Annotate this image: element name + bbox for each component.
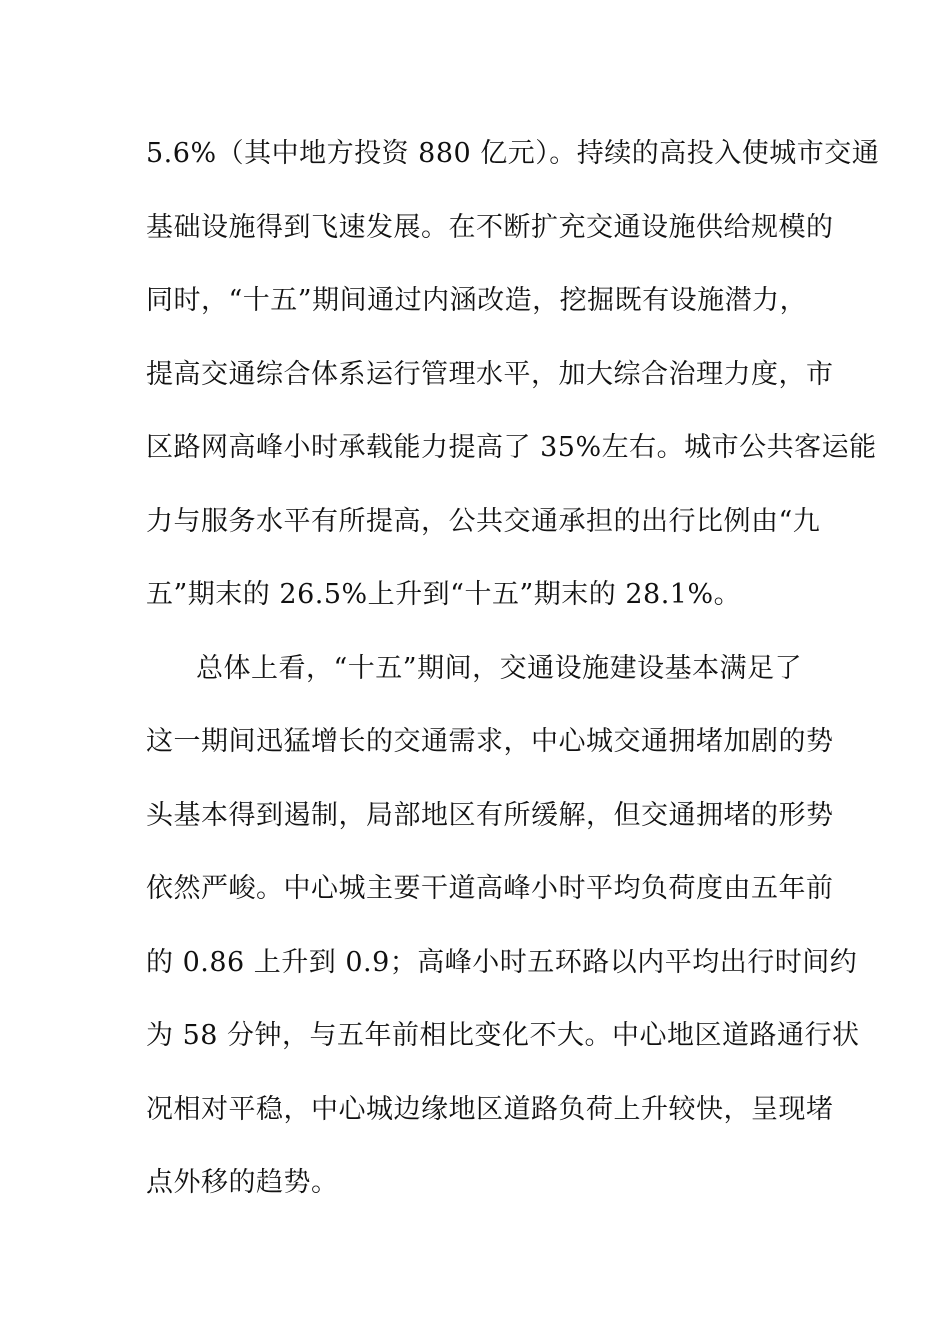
paragraph-line: 同时，“十五”期间通过内涵改造，挖掘既有设施潜力， (146, 285, 808, 316)
paragraph-line: 依然严峻。中心城主要干道高峰小时平均负荷度由五年前 (146, 873, 834, 904)
paragraph-line: 这一期间迅猛增长的交通需求，中心城交通拥堵加剧的势 (146, 726, 834, 757)
paragraph-line: 基础设施得到飞速发展。在不断扩充交通设施供给规模的 (146, 212, 834, 243)
paragraph-line: 力与服务水平有所提高，公共交通承担的出行比例由“九 (146, 506, 821, 537)
paragraph-line: 五”期末的 26.5%上升到“十五”期末的 28.1%。 (146, 579, 742, 610)
paragraph-line: 总体上看，“十五”期间，交通设施建设基本满足了 (196, 653, 803, 684)
paragraph-line: 点外移的趋势。 (146, 1167, 339, 1198)
paragraph-line: 提高交通综合体系运行管理水平，加大综合治理力度，市 (146, 359, 834, 390)
paragraph-line: 的 0.86 上升到 0.9；高峰小时五环路以内平均出行时间约 (146, 947, 858, 978)
paragraph-line: 为 58 分钟，与五年前相比变化不大。中心地区道路通行状 (146, 1020, 860, 1051)
paragraph-line: 况相对平稳，中心城边缘地区道路负荷上升较快，呈现堵 (146, 1094, 834, 1125)
paragraph-line: 5.6%（其中地方投资 880 亿元）。持续的高投入使城市交通 (146, 138, 880, 169)
paragraph-line: 区路网高峰小时承载能力提高了 35%左右。城市公共客运能 (146, 432, 877, 463)
paragraph-line: 头基本得到遏制，局部地区有所缓解，但交通拥堵的形势 (146, 800, 834, 831)
